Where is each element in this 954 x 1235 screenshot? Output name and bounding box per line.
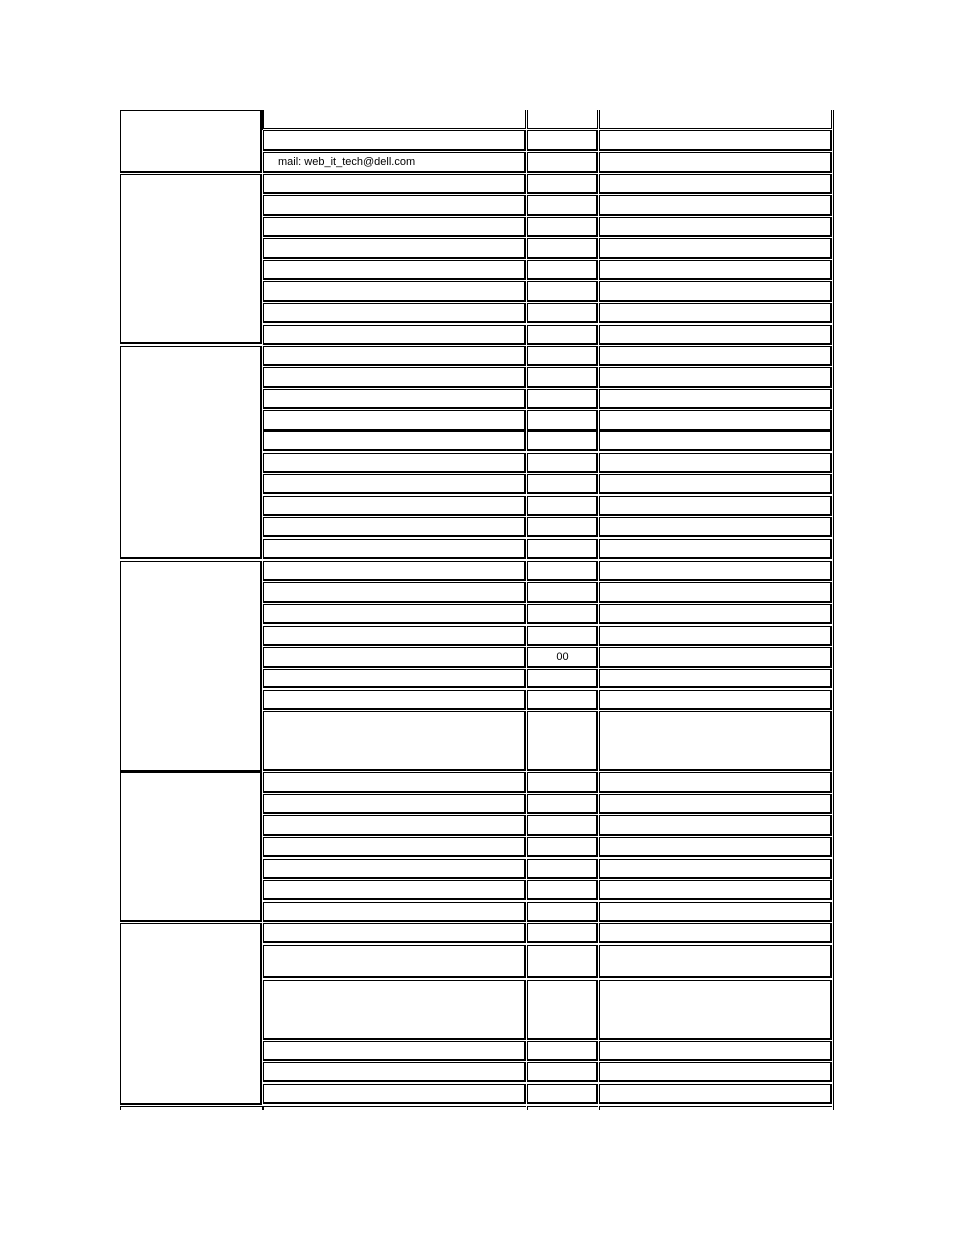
table-cell bbox=[599, 945, 832, 978]
continuation-rule-col3 bbox=[527, 110, 528, 129]
table-cell bbox=[263, 647, 526, 668]
code-cell: 00 bbox=[527, 647, 598, 668]
table-cell bbox=[527, 152, 598, 173]
table-cell bbox=[263, 389, 526, 409]
table-cell bbox=[263, 604, 526, 624]
table-cell bbox=[263, 346, 526, 366]
table-cell bbox=[263, 1062, 526, 1082]
table-cell bbox=[263, 281, 526, 302]
table-cell bbox=[527, 626, 598, 646]
table-cell bbox=[599, 794, 832, 814]
table-cell bbox=[527, 772, 598, 793]
table-cell bbox=[263, 1041, 526, 1061]
table-cell bbox=[599, 711, 832, 771]
table-cell bbox=[527, 539, 598, 559]
table-cell bbox=[263, 130, 526, 151]
continuation-bottom-left bbox=[120, 1106, 121, 1110]
table-cell bbox=[527, 859, 598, 879]
table-cell bbox=[527, 431, 598, 451]
table-cell bbox=[263, 837, 526, 857]
continuation-rule-col4-end bbox=[831, 110, 832, 129]
table-cell bbox=[599, 517, 832, 537]
table-cell bbox=[263, 711, 526, 771]
table-cell bbox=[263, 174, 526, 194]
table-cell bbox=[263, 880, 526, 900]
table-cell bbox=[599, 389, 832, 409]
table-cell bbox=[527, 238, 598, 259]
table-cell bbox=[263, 690, 526, 710]
email-contact-cell: mail: web_it_tech@dell.com bbox=[263, 152, 526, 173]
table-cell bbox=[527, 837, 598, 857]
table-cell bbox=[599, 626, 832, 646]
group-cell-1 bbox=[120, 110, 262, 173]
continuation-bottom-col4 bbox=[599, 1106, 600, 1110]
continuation-bottom-rule bbox=[599, 128, 832, 129]
table-cell bbox=[263, 561, 526, 581]
table-cell bbox=[527, 346, 598, 366]
table-cell bbox=[599, 303, 832, 323]
table-cell bbox=[527, 980, 598, 1040]
table-cell bbox=[599, 325, 832, 345]
group-cell-6 bbox=[120, 923, 262, 1105]
table-cell bbox=[527, 902, 598, 922]
table-right-rule bbox=[833, 110, 834, 1110]
table-cell bbox=[263, 260, 526, 280]
table-cell bbox=[263, 794, 526, 814]
continuation-bottom-top bbox=[599, 1106, 832, 1107]
table-cell bbox=[599, 837, 832, 857]
table-cell bbox=[263, 238, 526, 259]
table-cell bbox=[527, 1041, 598, 1061]
table-cell bbox=[527, 945, 598, 978]
table-cell bbox=[527, 690, 598, 710]
table-cell bbox=[599, 1084, 832, 1104]
table-cell bbox=[599, 217, 832, 237]
table-cell bbox=[599, 690, 832, 710]
table-cell bbox=[263, 539, 526, 559]
table-cell bbox=[599, 260, 832, 280]
table-cell bbox=[527, 453, 598, 473]
table-cell bbox=[263, 582, 526, 603]
table-cell bbox=[527, 217, 598, 237]
table-cell bbox=[599, 902, 832, 922]
table-cell bbox=[527, 604, 598, 624]
table-cell bbox=[599, 346, 832, 366]
group-cell-5 bbox=[120, 772, 262, 922]
group-cell-3 bbox=[120, 346, 262, 559]
table-cell bbox=[263, 496, 526, 516]
continuation-bottom-rule bbox=[527, 128, 598, 129]
table-cell bbox=[263, 626, 526, 646]
table-cell bbox=[527, 794, 598, 814]
table-cell bbox=[599, 174, 832, 194]
table-cell bbox=[263, 923, 526, 943]
table-cell bbox=[527, 260, 598, 280]
table-cell bbox=[527, 474, 598, 494]
table-cell bbox=[263, 325, 526, 345]
group-cell-2 bbox=[120, 174, 262, 344]
table-cell bbox=[263, 217, 526, 237]
table-cell bbox=[263, 669, 526, 688]
table-cell bbox=[599, 980, 832, 1040]
continuation-bottom-top bbox=[527, 1106, 598, 1107]
table-cell bbox=[599, 1062, 832, 1082]
table-cell bbox=[527, 517, 598, 537]
table-cell bbox=[599, 1041, 832, 1061]
table-cell bbox=[527, 195, 598, 216]
table-cell bbox=[599, 281, 832, 302]
table-cell bbox=[599, 604, 832, 624]
table-cell bbox=[263, 195, 526, 216]
table-cell bbox=[599, 238, 832, 259]
table-cell bbox=[263, 902, 526, 922]
table-cell bbox=[599, 474, 832, 494]
table-cell bbox=[527, 496, 598, 516]
table-cell bbox=[527, 410, 598, 431]
continuation-rule-col3-end bbox=[597, 110, 598, 129]
table-cell bbox=[599, 367, 832, 388]
table-cell bbox=[527, 1084, 598, 1104]
table-cell bbox=[527, 130, 598, 151]
table-cell bbox=[599, 772, 832, 793]
table-cell bbox=[263, 431, 526, 451]
table-cell bbox=[527, 325, 598, 345]
table-cell bbox=[263, 815, 526, 836]
table-cell bbox=[263, 1084, 526, 1104]
table-cell bbox=[599, 669, 832, 688]
table-cell bbox=[599, 647, 832, 668]
table-cell bbox=[527, 281, 598, 302]
continuation-bottom-group bbox=[120, 1106, 262, 1107]
table-cell bbox=[599, 582, 832, 603]
table-cell bbox=[527, 711, 598, 771]
table-cell bbox=[263, 303, 526, 323]
table-cell bbox=[263, 859, 526, 879]
table-cell bbox=[527, 367, 598, 388]
table-cell bbox=[527, 1062, 598, 1082]
continuation-bottom-col2 bbox=[263, 1106, 264, 1110]
continuation-bottom-rule bbox=[263, 128, 526, 129]
table-cell bbox=[599, 195, 832, 216]
continuation-rule-col4 bbox=[599, 110, 600, 129]
table-cell bbox=[263, 367, 526, 388]
continuation-rule-col2-end bbox=[525, 110, 526, 129]
table-cell bbox=[263, 410, 526, 431]
table-cell bbox=[263, 453, 526, 473]
table-cell bbox=[599, 539, 832, 559]
continuation-bottom-col3 bbox=[527, 1106, 528, 1110]
table-cell bbox=[527, 880, 598, 900]
table-cell bbox=[263, 772, 526, 793]
table-cell bbox=[527, 815, 598, 836]
table-cell bbox=[263, 474, 526, 494]
table-cell bbox=[599, 496, 832, 516]
table-cell bbox=[527, 561, 598, 581]
table-cell bbox=[599, 410, 832, 431]
table-cell bbox=[599, 815, 832, 836]
table-cell bbox=[527, 389, 598, 409]
group-cell-4 bbox=[120, 561, 262, 772]
table-cell bbox=[263, 945, 526, 978]
table-cell bbox=[527, 303, 598, 323]
table-cell bbox=[599, 880, 832, 900]
table-cell bbox=[263, 517, 526, 537]
table-cell bbox=[527, 923, 598, 943]
table-cell bbox=[599, 453, 832, 473]
table-cell bbox=[263, 980, 526, 1040]
table-cell bbox=[599, 152, 832, 173]
table-cell bbox=[599, 923, 832, 943]
table-cell bbox=[527, 669, 598, 688]
table-cell bbox=[599, 859, 832, 879]
table-cell bbox=[599, 130, 832, 151]
continuation-bottom-top bbox=[263, 1106, 526, 1107]
table-cell bbox=[599, 561, 832, 581]
continuation-rule-col2 bbox=[263, 110, 264, 129]
table-cell bbox=[527, 174, 598, 194]
table-cell bbox=[527, 582, 598, 603]
table-cell bbox=[599, 431, 832, 451]
